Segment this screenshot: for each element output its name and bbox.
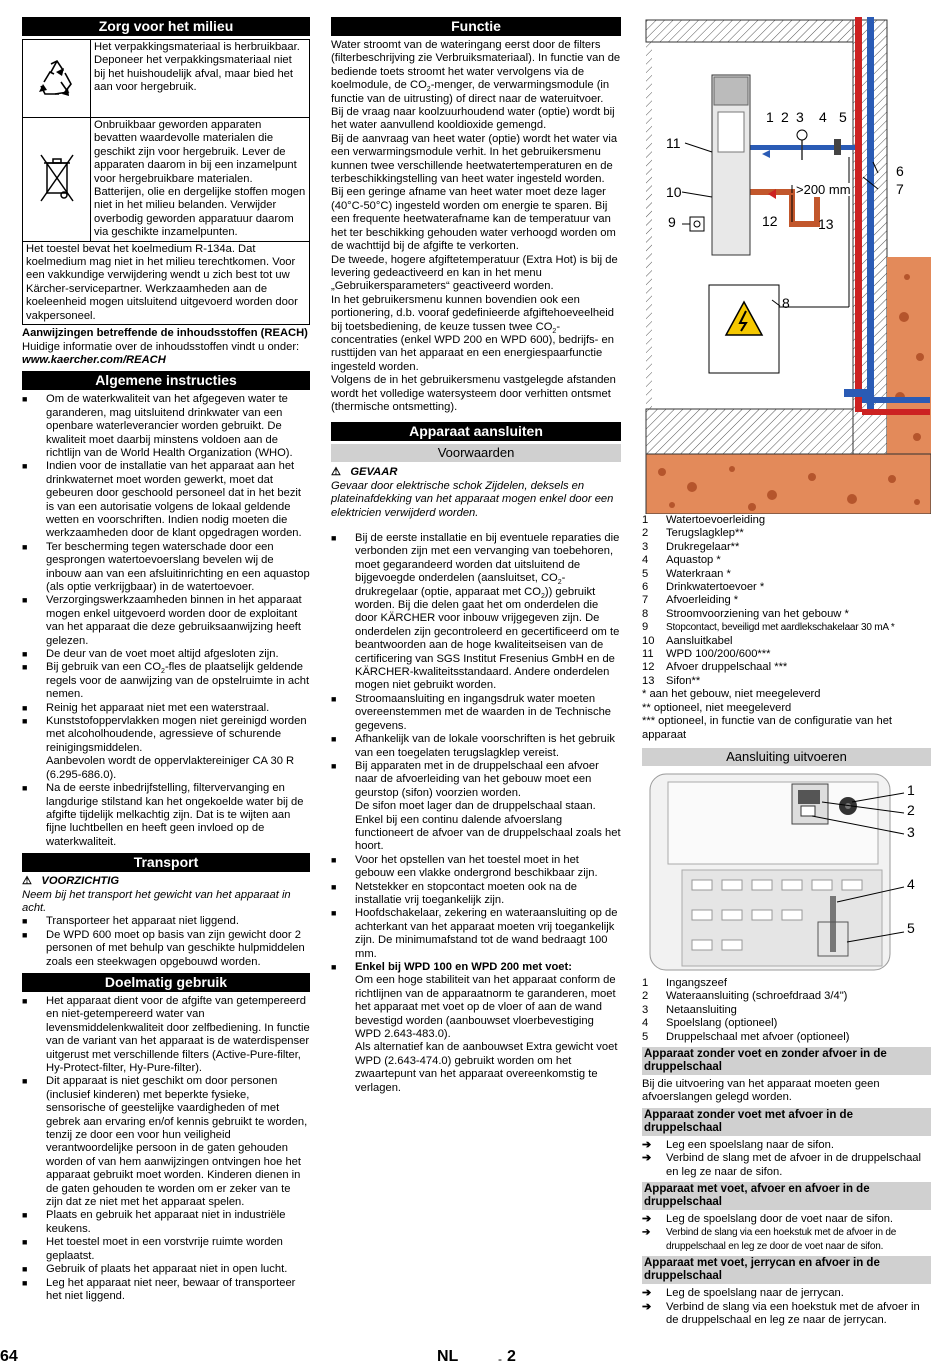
subsection-title-conditions: Voorwaarden [331, 444, 621, 462]
option-title: Apparaat zonder voet en zonder afvoer in de druppelschaal [642, 1047, 931, 1075]
list-item-text: Om een hoge stabiliteit van het apparaat conform de richtlijnen van de apparaatnorm te garanderen, moet het apparaat met voet op de vloer of aan de wand bevestigd worden (aanbouwset vloerbevestiging WPD 2.643-483.0). Als alternatief kan de aanbouwset Extra gewicht voet WPD (2.643-474.0) gebruikt worden om het zwaartepunt van het apparaat overeenkomstig te verlagen. [355, 974, 618, 1094]
list-item: ■ De WPD 600 moet op basis van zijn gewicht door 2 personen of met behulp van geschikte hulpmiddelen zoals een steekwagen opgebouwd worden. [22, 929, 310, 969]
reach-title: Aanwijzingen betreffende de inhoudsstoffen (REACH) [22, 327, 308, 340]
func-para: In het gebruikersmenu kunnen bovendien ook een portionering, d.b. vooraf gedefinieerde afgiftehoeveelheid bij toetsbediening, de keuze tussen twee $CO_2$-concentraties (enkel WPD 200 en WPD 600), bedrijfs- en rusttijden van het apparaat en een energiespaarfunctie ingesteld worden. [331, 293, 614, 373]
arrow-right-icon: ➔ [642, 1138, 652, 1151]
language-code: NL [437, 1348, 459, 1365]
list-item: ■ Na de eerste inbedrijfstelling, filtervervanging en langdurige stilstand kan het ongekoelde water bij de afgifte tijdelijk melkachtig zijn. Dat is te wijten aan fijne luchtbellen en heeft geen invloed op de waterkwaliteit. [22, 782, 310, 849]
func-para: Bij de aanvraag van heet water (optie) wordt het water via een verwarmingsmodule verhit. In het gebruikersmenu kunnen twee verschillende heetwatertemperaturen en de terbeschikkingstelling van heet water ingesteld worden. [331, 132, 618, 186]
legend-row: 3 Drukregelaar** [642, 540, 740, 553]
legend-connection [642, 977, 931, 1044]
legend-row: 6 Drinkwatertoevoer * [642, 581, 765, 594]
figure-label: 5 [907, 919, 915, 936]
reach-link[interactable]: www.kaercher.com/REACH [22, 353, 166, 366]
arrow-right-icon: ➔ [642, 1300, 652, 1313]
legend-row: 7 Afvoerleiding * [642, 594, 739, 607]
danger-text: Gevaar door elektrische schok Zijdelen, deksels en plateinafdekking van het apparaat mogen enkel door een elektricien verwijderd worden. [331, 479, 614, 519]
arrow-right-icon: ➔ [642, 1227, 651, 1239]
warning-triangle-icon: ⚠ [331, 466, 342, 479]
page-number: 64 [0, 1348, 18, 1365]
list-item: ■ Het apparaat dient voor de afgifte van getempereerd en niet-getempereerd water van levensmiddelenkwaliteit door zelfbediening. In functie van de variant van het apparaat is de waterdispenser uitgerust met verschillende filters (Active-Pure-filter, Hy-Protect-filter, Hy-Pure-filter). [22, 995, 310, 1075]
column-middle [331, 17, 621, 1095]
legend-row: 3 Netaansluiting [642, 1003, 737, 1016]
func-para: Bij de vraag naar koolzuurhoudend water (optie) wordt bij het water aanvullend kooldioxide gemengd. [331, 106, 615, 132]
step-item: ➔ Verbind de slang via een hoekstuk met de afvoer in de druppelschaal en leg ze naar de jerrycan. [642, 1300, 920, 1326]
func-para: De tweede, hogere afgiftetemperatuur (Extra Hot) is bij de levering gedeactiveerd en kan in het menu „Gebruikersparameters“ geactiveerd worden. [331, 253, 618, 293]
column-right [642, 17, 931, 1327]
caution-label: VOORZICHTIG [41, 875, 120, 888]
legend-installation [642, 514, 931, 688]
diagram-label: 13 [818, 216, 834, 232]
general-list [22, 393, 310, 849]
env-text-refrigerant: Het toestel bevat het koelmedium R-134a. Dat koelmedium mag niet in het milieu terechtkomen. Voor een vakkundige verwijdering wendt u zich best tot uw Kärcher-servicepartner. Werkzaamheden aan de koeleenheid mogen uitsluitend uitgevoerd worden door vakpersoneel. [26, 242, 298, 322]
option-title: Apparaat met voet, jerrycan en afvoer in de druppelschaal [642, 1256, 931, 1284]
option-title: Apparaat zonder voet met afvoer in de druppelschaal [642, 1108, 931, 1136]
section-title-general: Algemene instructies [22, 371, 310, 390]
danger-heading [331, 466, 621, 479]
list-item: ■ De deur van de voet moet altijd afgesloten zijn. [22, 648, 310, 661]
list-item: ■ Afhankelijk van de lokale voorschriften is het gebruik van een toegelaten terugslagklep vereist. [331, 733, 621, 760]
diagram-label: >200 mm [796, 182, 851, 197]
diagram-label: 4 [819, 109, 827, 125]
list-item: ■ Transporteer het apparaat niet liggend. [22, 915, 310, 928]
list-item: ■ Dit apparaat is niet geschikt om door personen (inclusief kinderen) met beperkte fysieke, sensorische of geestelijke vaardigheden of met gebrek aan ervaring en/of kennis gebruikt te worden, tenzij ze door een voor hun veiligheid verantwoordelijke persoon in de gaten gehouden worden of van hem aanwijzingen ontvingen hoe het apparaat gebruikt moet worden. Kinderen dienen in de gaten gehouden te worden om er zeker van te zijn dat ze niet met het apparaat spelen. [22, 1075, 310, 1209]
list-item: ■ Indien voor de installatie van het apparaat aan het drinkwaternet moet worden gewerkt, moet dat gebeuren door geschoold personeel dat in het bezit is van een autorisatie volgens de lokaal geldende wetten en voorschriften. Indien nodig moeten die werkzaamheden door de klant opgedragen worden. [22, 460, 310, 540]
option-title: Apparaat met voet, afvoer en afvoer in de druppelschaal [642, 1182, 931, 1210]
list-item: ■ Gebruik of plaats het apparaat niet in open lucht. [22, 1263, 310, 1276]
section-title-transport: Transport [22, 853, 310, 872]
diagram-label: 2 [781, 109, 789, 125]
func-para: Bij een geringe afname van heet water moet deze lager (40°C-50°C) ingesteld worden om energie te sparen. Bij een frequente heetwaterafname kan de temperatuur van het ter beschikking gehouden water verhoogd worden om de wachttijd bij de afgifte te verkorten. [331, 186, 616, 253]
diagram-label: 10 [666, 184, 682, 200]
env-box-recycle [23, 40, 309, 118]
legend-row: 2 Terugslagklep** [642, 527, 744, 540]
legend-note: ** optioneel, niet meegeleverd [642, 701, 792, 714]
list-item [331, 961, 621, 1095]
option-text: Bij die uitvoering van het apparaat moeten geen afvoerslangen gelegd worden. [642, 1077, 880, 1104]
env-text-packaging: Het verpakkingsmateriaal is herbruikbaar. Deponeer het verpakkingsmateriaal niet bij het huishoudelijk afval, maar bied het aan voor hergebruik. [94, 41, 300, 94]
list-item: ■ Hoofdschakelaar, zekering en wateraansluiting op de achterkant van het apparaat moeten vrij toegankelijk zijn. De minimumafstand tot de wand bedraagt 100 mm. [331, 907, 621, 961]
list-item: ■ Bij de eerste installatie en bij eventuele reparaties die verbonden zijn met een vervanging van toebehoren, moet gegarandeerd worden dat uitsluitend de bijgevoegde onderdelen (aansluitset, $CO_2$-drukregelaar (optie, apparaat met $CO_2$)) gebruikt worden. Bij die delen gaat het om onderdelen die door KÄRCHER voor inbouw vrijgegeven zijn. De onderdelen zijn gecontroleerd en gecertificeerd om te beantwoorden aan de hoge kwaliteitseisen van de certificering van SGS Institut Fresenius GmbH en de KÄRCHER-kwaliteitsstandaard. Andere onderdelen mogen niet gebruikt worden. [331, 532, 621, 693]
legend-row: 1 Ingangszeef [642, 976, 727, 989]
list-item: ■ Reinig het apparaat niet met een waterstraal. [22, 702, 310, 715]
arrow-right-icon: ➔ [642, 1152, 652, 1165]
figure-label: 2 [907, 801, 915, 818]
list-item: ■ Bij apparaten met in de druppelschaal een afvoer naar de afvoerleiding van het gebouw moet een geurstop (sifon) voorzien worden. De sifon moet lager dan de druppelschaal staan. Enkel bij een continu dalende afvoerslang functioneert de afvoer van de druppelschaal zoals het hoort. [331, 760, 621, 854]
step-item: ➔ Verbind de slang via een hoekstuk met de afvoer in de druppelschaal en leg ze door de voet naar de sifon. [642, 1227, 897, 1252]
caution-heading [22, 875, 310, 888]
figure-label: 3 [907, 823, 915, 840]
func-para: Water stroomt van de wateringang eerst door de filters (filterbeschrijving zie Verbruiksmateriaal). In functie van de bediende toets stroomt het water vervolgens via de koelmodule, de $CO_2$-menger, de verwarmingsmodule (in functie van de uitrusting) of direct naar de wateruitvoer. [331, 39, 621, 105]
list-item: ■ Netstekker en stopcontact moeten ook na de installatie vrij toegankelijk zijn. [331, 881, 621, 908]
diagram-label: 1 [766, 109, 774, 125]
step-item: ➔ Leg een spoelslang naar de sifon. [642, 1138, 834, 1151]
figure-label: 1 [907, 781, 915, 798]
list-item: ■ Plaats en gebruik het apparaat niet in industriële keukens. [22, 1209, 310, 1236]
legend-row: 5 Waterkraan * [642, 567, 731, 580]
legend-row: 4 Aquastop * [642, 554, 721, 567]
figure-label: 4 [907, 875, 915, 892]
installation-diagram-svg [642, 17, 931, 514]
list-item: ■ Voor het opstellen van het toestel moet in het gebouw een vlakke ondergrond beschikbaar zijn. [331, 854, 621, 881]
legend-row: 4 Spoelslang (optioneel) [642, 1017, 778, 1030]
diagram-label: 7 [896, 181, 904, 197]
list-item: ■ Leg het apparaat niet neer, bewaar of transporteer het niet liggend. [22, 1277, 310, 1304]
legend-row: 2 Wateraansluiting (schroefdraad 3/4") [642, 990, 848, 1003]
warning-triangle-icon: ⚠ [22, 875, 33, 888]
func-para: Volgens de in het gebruikersmenu vastgelegde afstanden wordt het volledige watersysteem door verhitten ontsmet (thermische ontsmetting). [331, 374, 616, 413]
diagram-label: 8 [782, 295, 790, 311]
installation-diagram [642, 17, 931, 514]
step-item: ➔ Leg de spoelslang naar de jerrycan. [642, 1287, 844, 1300]
section-title-use: Doelmatig gebruik [22, 973, 310, 992]
environment-boxes [22, 39, 310, 325]
section-title-connect: Apparaat aansluiten [331, 422, 621, 441]
list-item: ■ Kunststofoppervlakken mogen niet gereinigd worden met alcoholhoudende, agressieve of schurende reinigingsmiddelen. Aanbevolen wordt de oppervlaktereiniger CA 30 R (6.295-686.0). [22, 715, 310, 782]
diagram-label: 9 [668, 214, 676, 230]
recycle-icon [23, 40, 91, 117]
legend-row: 8 Stroomvoorziening van het gebouw * [642, 607, 849, 620]
env-text-disposal: Onbruikbaar geworden apparaten bevatten waardevolle materialen die geschikt zijn voor hergebruik. Lever de apparaten daarom in bij een inzamelpunt voor hergebruikbare materialen. Batterijen, olie en dergelijke stoffen mogen niet in het milieu belanden. Verwijder overbodig geworden apparatuur daarom via geschikte inzamelpunten. [94, 119, 306, 239]
connection-figure [642, 772, 931, 971]
diagram-label: 5 [839, 109, 847, 125]
footer-dash: - [498, 1352, 502, 1366]
legend-row: 10 Aansluitkabel [642, 634, 733, 647]
diagram-label: 12 [762, 213, 778, 229]
step-item: ➔ Verbind de slang met de afvoer in de druppelschaal en leg ze naar de sifon. [642, 1152, 921, 1178]
legend-row: 1 Watertoevoerleiding [642, 514, 766, 526]
list-item: ■ Stroomaansluiting en ingangsdruk water moeten overeenstemmen met de waarden in de Technische gegevens. [331, 693, 621, 733]
diagram-label: 6 [896, 163, 904, 179]
legend-row: 5 Druppelschaal met afvoer (optioneel) [642, 1030, 850, 1043]
list-item: ■ Om de waterkwaliteit van het afgegeven water te garanderen, mag uitsluitend drinkwater van een openbare waterleverancier worden gebruikt. De kwaliteit moet daarbij minstens voldoen aan de richtlijn van de World Health Organization (WHO). [22, 393, 310, 460]
legend-note: *** optioneel, in functie van de configuratie van het apparaat [642, 715, 893, 741]
column-left [22, 17, 310, 1303]
list-item: ■ Verzorgingswerkzaamheden binnen in het apparaat mogen enkel uitgevoerd worden door de exploitant van het apparaat die deze gebruiksaanwijzing heeft gelezen. [22, 594, 310, 648]
arrow-right-icon: ➔ [642, 1287, 652, 1300]
diagram-label: 11 [666, 135, 681, 151]
danger-label: GEVAAR [350, 466, 398, 479]
legend-note: * aan het gebouw, niet meegeleverd [642, 688, 821, 701]
section-title-environment: Zorg voor het milieu [22, 17, 310, 36]
legend-row: 13 Sifon** [642, 674, 701, 687]
caution-text: Neem bij het transport het gewicht van het apparaat in acht. [22, 888, 291, 914]
env-box-weee [23, 118, 309, 242]
crossed-bin-icon [23, 118, 91, 241]
reach-text: Huidige informatie over de inhoudsstoffen vindt u onder: [22, 340, 300, 353]
section-title-function: Functie [331, 17, 621, 36]
arrow-right-icon: ➔ [642, 1212, 652, 1225]
step-item: ➔ Leg de spoelslang door de voet naar de sifon. [642, 1212, 894, 1225]
connection-figure-svg [642, 772, 931, 971]
legend-row: 12 Afvoer druppelschaal *** [642, 661, 788, 674]
subsection-title-execute: Aansluiting uitvoeren [642, 748, 931, 766]
list-item: ■ Ter bescherming tegen waterschade door een gesprongen watertoevoerslang bevelen wij de inbouw aan van een afsluitinrichting en een aquastop (als optie verkrijgbaar) in de watertoevoer. [22, 541, 310, 595]
list-item: ■ Het toestel moet in een vorstvrije ruimte worden geplaatst. [22, 1236, 310, 1263]
list-item: ■ Bij gebruik van een $CO_2$-fles de plaatselijk geldende regels voor de aanwijzing van de opstelruimte in acht nemen. [22, 661, 310, 701]
diagram-label: 3 [796, 109, 804, 125]
footer-number: 2 [507, 1348, 516, 1365]
legend-row: 9 Stopcontact, beveiligd met aardlekschakelaar 30 mA * [642, 621, 895, 634]
list-item-heading: ■ Enkel bij WPD 100 en WPD 200 met voet: [355, 961, 572, 973]
legend-row: 11 WPD 100/200/600*** [642, 648, 771, 661]
